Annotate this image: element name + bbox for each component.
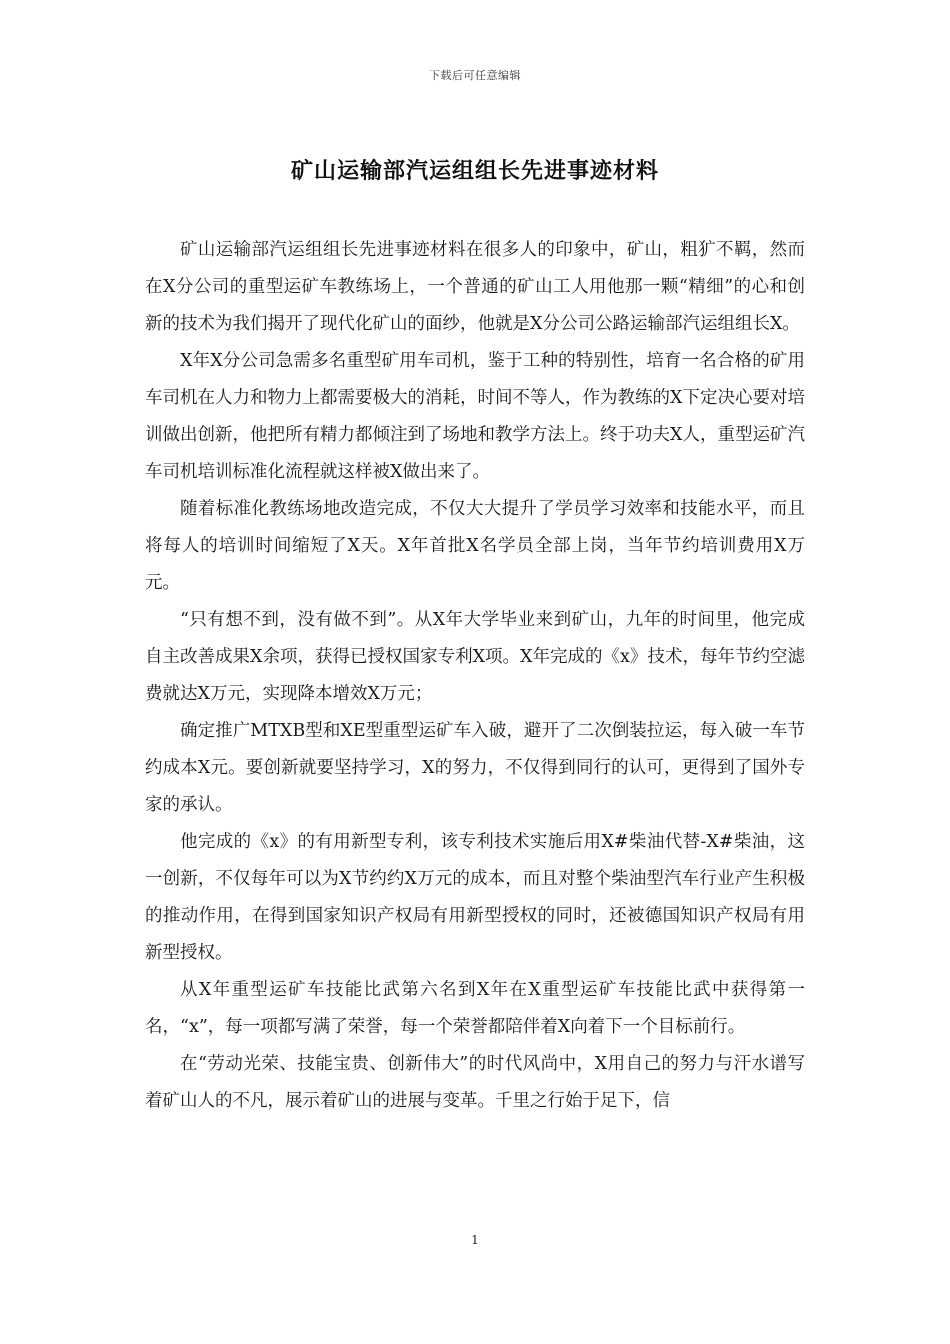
paragraph: 他完成的《x》的有用新型专利，该专利技术实施后用X#柴油代替-X#柴油，这一创新，不仅每年可以为X节约约X万元的成本，而且对整个柴油型汽车行业产生积极的推动作用，在得到国家知识产权局有用新型授权的同时，还被德国知识产权局有用新型授权。 (145, 832, 805, 963)
paragraph: 从X年重型运矿车技能比武第六名到X年在X重型运矿车技能比武中获得第一名，“x”，每一项都写满了荣誉，每一个荣誉都陪伴着X向着下一个目标前行。 (145, 980, 805, 1037)
document-title: 矿山运输部汽运组组长先进事迹材料 (290, 158, 659, 184)
paragraph: X年X分公司急需多名重型矿用车司机，鉴于工种的特别性，培育一名合格的矿用车司机在人力和物力上都需要极大的消耗，时间不等人，作为教练的X下定决心要对培训做出创新，他把所有精力都倾注到了场地和教学方法上。终于功夫X人，重型运矿汽车司机培训标准化流程就这样被X做出来了。 (145, 351, 805, 482)
paragraph: 随着标准化教练场地改造完成，不仅大大提升了学员学习效率和技能水平，而且将每人的培训时间缩短了X天。X年首批X名学员全部上岗，当年节约培训费用X万元。 (145, 499, 805, 593)
paragraph: 确定推广MTXB型和XE型重型运矿车入破，避开了二次倒装拉运，每入破一车节约成本X元。要创新就要坚持学习，X的努力，不仅得到同行的认可，更得到了国外专家的承认。 (145, 721, 805, 815)
page-number: 1 (471, 1233, 479, 1247)
paragraph: 在“劳动光荣、技能宝贵、创新伟大”的时代风尚中，X用自己的努力与汗水谱写着矿山人的不凡，展示着矿山的进展与变革。千里之行始于足下，信 (145, 1054, 805, 1111)
paragraph: “只有想不到，没有做不到”。从X年大学毕业来到矿山，九年的时间里，他完成自主改善成果X余项，获得已授权国家专利X项。X年完成的《x》技术，每年节约空滤费就达X万元，实现降本增效X万元； (145, 610, 805, 704)
paragraph: 矿山运输部汽运组组长先进事迹材料在很多人的印象中，矿山，粗犷不羁，然而在X分公司的重型运矿车教练场上，一个普通的矿山工人用他那一颗“精细”的心和创新的技术为我们揭开了现代化矿山的面纱，他就是X分公司公路运输部汽运组组长X。 (145, 240, 805, 334)
header-note: 下载后可任意编辑 (429, 69, 521, 82)
document-body (145, 232, 805, 1120)
